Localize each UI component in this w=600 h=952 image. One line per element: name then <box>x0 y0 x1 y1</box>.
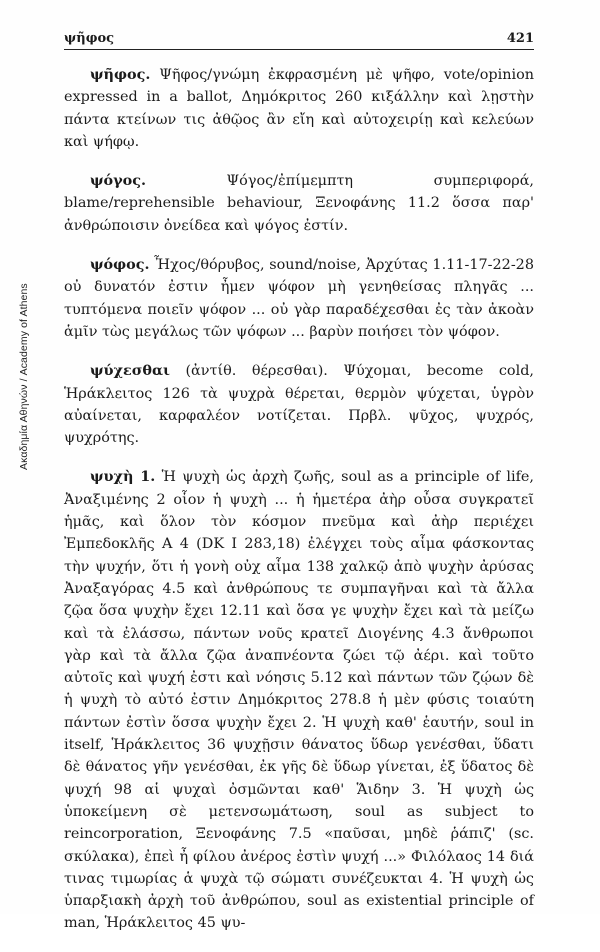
entry-text: Ψῆφος/γνώμη ἐκφρασμένη μὲ ψῆφο, vote/opinion expressed in a ballot, Δημόκριτος 260 κιξάλλην καὶ λῃστὴν πάντα κτείνων τις ἀθῷος ἂν εἴη καὶ αὐτοχειρίῃ καὶ κελεύων καὶ ψήφῳ. <box>64 67 534 150</box>
entry-lemma: ψῆφος. <box>90 66 151 83</box>
entries-column <box>64 64 534 952</box>
academy-watermark: Ακαδημία Αθηνών / Academy of Athens <box>18 283 30 470</box>
entry-text: Ψόγος/ἐπίμεμπτη συμπεριφορά, blame/reprehensible behaviour, Ξενοφάνης 11.2 ὅσσα παρ' ἀνθρώποισιν ὀνείδεα καὶ ψόγος ἐστίν. <box>64 173 534 234</box>
entry-text: (ἀντίθ. θέρεσθαι). Ψύχομαι, become cold, Ἡράκλειτος 126 τὰ ψυχρὰ θέρεται, θερμὸν ψύχεται, ὑγρὸν αὐαίνεται, καρφαλέον νοτίζεται. Πρβλ. ψῦχος, ψυχρός, ψυχρότης. <box>64 363 534 447</box>
header-word: ψῆφος <box>64 31 115 46</box>
entry-psyche <box>64 466 534 934</box>
entry-psephos <box>64 64 534 153</box>
entry-text: Ἡ ψυχὴ ὡς ἀρχὴ ζωῆς, soul as a principle of life, Ἀναξιμένης 2 οἷον ἡ ψυχὴ ... ἡ ἡμετέρα ἀὴρ οὖσα συγκρατεῖ ἡμᾶς, καὶ ὅλον τὸν κόσμον πνεῦμα καὶ ἀὴρ περιέχει Ἐμπεδοκλῆς Α 4 (DK I 283,18) ἐλέγχει τοὺς αἷμα φάσκοντας τὴν ψυχήν, ὅτι ἡ γονὴ οὐχ αἷμα 138 χαλκῷ ἀπὸ ψυχὴν ἀρύσας Ἀναξαγόρας 4.5 καὶ ἀνθρώπους τε συμπαγῆναι καὶ τὰ ἄλλα ζῷα ὅσα ψυχὴν ἔχει 12.11 καὶ ὅσα γε ψυχὴν ἔχει καὶ τὰ μείζω καὶ τὰ ἐλάσσω, πάντων νοῦς κρατεῖ Διογένης 4.3 ἄνθρωποι γὰρ καὶ τὰ ἄλλα ζῷα ἀναπνέοντα ζώει τῷ ἀέρι. καὶ τοῦτο αὐτοῖς καὶ ψυχή ἐστι καὶ νόησις 5.12 καὶ πάντων τῶν ζῴων δὲ ἡ ψυχὴ τὸ αὐτό ἐστιν Δημόκριτος 278.8 ἡ μὲν φύσις τοιαύτη πάντων ἐστὶν ὅσσα ψυχὴν ἔχει 2. Ἡ ψυχὴ καθ' ἑαυτήν, soul in itself, Ἡράκλειτος 36 ψυχῇσιν θάνατος ὕδωρ γενέσθαι, ὕδατι δὲ θάνατος γῆν γενέσθαι, ἐκ γῆς δὲ ὕδωρ γίνεται, ἐξ ὕδατος δὲ ψυχή 98 αἱ ψυχαὶ ὀσμῶνται καθ' Ἅιδην 3. Ἡ ψυχὴ ὡς ὑποκείμενη σὲ μετενσωμάτωση, soul as subject to reincorporation, Ξενοφάνης 7.5 «παῦσαι, μηδὲ ῥάπιζ' (sc. σκύλακα), ἐπεὶ ἦ φίλου ἀνέρος ἐστὶν ψυχή ...» Φιλόλαος 14 διά τινας τιμωρίας ἁ ψυχὰ τῷ σώματι συνέζευκται 4. Ἡ ψυχὴ ὡς ὑπαρξιακὴ ἀρχὴ τοῦ ἀνθρώπου, soul as existential principle of man, Ἡράκλειτος 45 ψυ- <box>64 469 534 932</box>
page-number: 421 <box>506 31 534 46</box>
running-header <box>64 31 534 49</box>
entry-psogos <box>64 170 534 237</box>
entry-psychesthai <box>64 360 534 449</box>
entry-lemma: ψόγος. <box>90 172 147 190</box>
entry-text: Ἦχος/θόρυβος, sound/noise, Ἀρχύτας 1.11-17-22-28 οὐ δυνατόν ἐστιν ἦμεν ψόφον μὴ γενηθείσας πληγᾶς ... τυπτόμενα ποιεῖν ψόφον ... οὐ γὰρ παραδέχεσθαι ἐς τὰν ἀκοὰν ἁμῖν τὼς μεγάλως τῶν ψόφων ... βαρὺν ποιήσει τὸν ψόφον. <box>64 257 534 340</box>
entry-lemma: ψυχὴ 1. <box>90 468 156 486</box>
entry-lemma: ψόφος. <box>90 256 150 274</box>
entry-lemma: ψύχεσθαι <box>90 362 170 380</box>
entry-psophos <box>64 254 534 343</box>
header-rule <box>64 49 534 50</box>
